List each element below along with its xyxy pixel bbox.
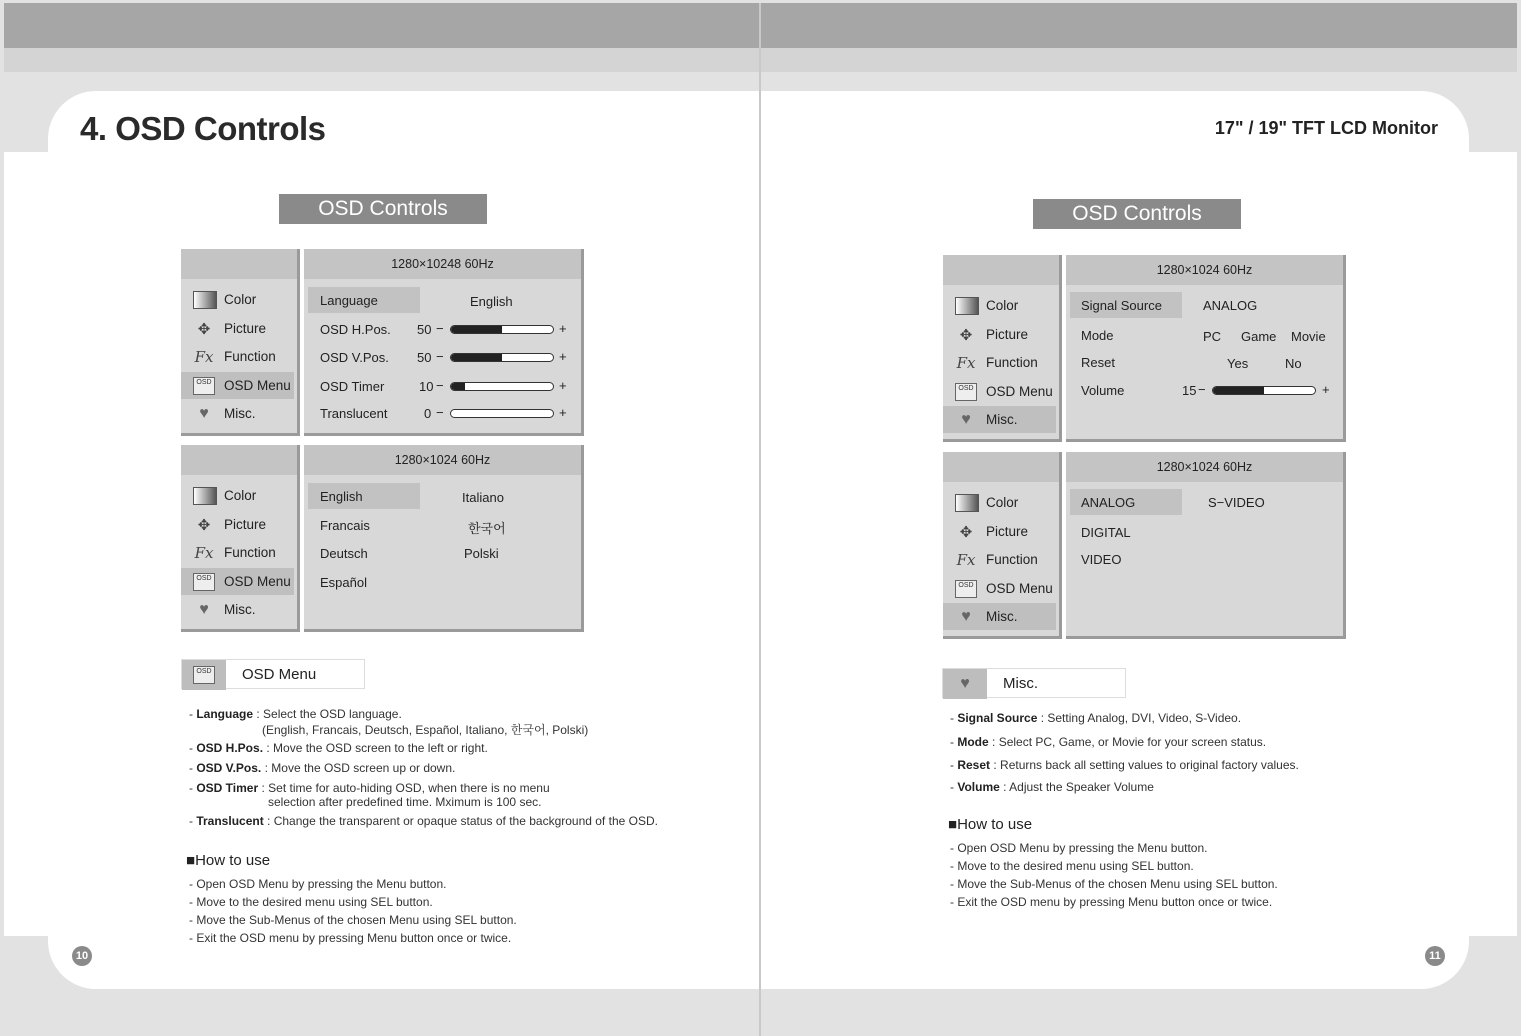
slider-fill [1213,387,1264,394]
function-fx-icon: Fx [956,550,976,569]
desc-reset: - Reset : Returns back all setting values to original factory values. [950,758,1299,772]
desc-text: : Select the OSD language. [253,707,402,721]
minus-sign: − [436,321,444,336]
sidebar-header [943,255,1059,285]
picture-adjust-icon: ✥ [959,326,973,344]
howto-step: - Exit the OSD menu by pressing Menu button once or twice. [189,931,512,945]
desc-term: Volume [957,780,1000,794]
resolution-header: 1280×1024 60Hz [1066,452,1343,482]
sidebar-header [943,452,1059,482]
osd-main-panel-2 [304,445,584,632]
color-gradient-icon [193,291,217,309]
page-number: 11 [1425,946,1445,966]
slider-fill [451,354,502,361]
menu-label-hpos: OSD H.Pos. [320,322,391,337]
sidebar-item-misc [181,400,294,427]
desc-mode: - Mode : Select PC, Game, or Movie for your screen status. [950,735,1267,749]
sidebar-item-function [943,349,1056,376]
desc-vpos: - OSD V.Pos. : Move the OSD screen up or down. [189,761,456,775]
sidebar-item-label: Misc. [224,406,256,421]
resolution-header: 1280×1024 60Hz [1066,255,1343,285]
sidebar-item-label: Misc. [986,412,1018,427]
picture-adjust-icon: ✥ [197,516,211,534]
section-label-misc [942,668,1126,698]
minus-sign: − [436,349,444,364]
page-spine [759,3,761,1036]
misc-icon: ♥ [960,675,970,692]
page-number: 10 [72,946,92,966]
sidebar-item-label: Picture [224,321,267,336]
slider-fill [451,326,502,333]
sidebar-item-misc [943,603,1056,630]
square-bullet-icon: ■ [186,852,196,869]
menu-label-vpos: OSD V.Pos. [320,350,389,365]
misc-icon: ♥ [199,404,209,422]
osd-main-panel-3 [1066,255,1346,442]
howto-step: - Exit the OSD menu by pressing Menu button once or twice. [950,895,1273,909]
right-edge-fill [1469,152,1517,936]
menu-value-vpos: 50 [417,350,432,365]
sidebar-item-label: OSD Menu [224,574,291,589]
section-label-osd-menu [181,659,365,689]
menu-label-reset: Reset [1081,355,1115,370]
hpos-slider [450,325,554,334]
resolution-header: 1280×10248 60Hz [304,249,581,279]
signal-option: DIGITAL [1081,525,1131,540]
menu-value-language: English [470,294,513,309]
mode-option-movie: Movie [1291,329,1326,344]
menu-label-translucent: Translucent [320,406,388,421]
language-option: Italiano [462,490,504,505]
misc-icon: ♥ [961,410,971,428]
function-fx-icon: Fx [194,543,214,562]
desc-signal-source: - Signal Source : Setting Analog, DVI, Video, S-Video. [950,711,1242,725]
howto-heading [186,852,270,869]
sidebar-item-function [943,546,1056,573]
sidebar-item-label: Color [986,495,1019,510]
language-option: Francais [320,518,370,533]
desc-timer-cont: selection after predefined time. Mximum is 100 sec. [268,795,542,809]
misc-icon: ♥ [199,600,209,618]
square-bullet-icon: ■ [948,816,958,833]
plus-sign: + [559,349,567,364]
desc-text: : Adjust the Speaker Volume [999,780,1154,794]
signal-option: S−VIDEO [1208,495,1265,510]
minus-sign: − [436,378,444,393]
desc-language-cont: (English, Francais, Deutsch, Español, Italiano, 한국어, Polski) [262,723,589,737]
menu-value-hpos: 50 [417,322,432,337]
sidebar-header [181,445,297,475]
sidebar-header [181,249,297,279]
osd-icon: OSD [193,666,215,684]
osd-sidebar-4 [943,452,1062,639]
desc-term: OSD Timer [196,781,259,795]
sidebar-item-misc [181,596,294,623]
osd-sidebar-2 [181,445,300,632]
menu-label-volume: Volume [1081,383,1125,398]
plus-sign: + [1322,382,1330,397]
desc-term: OSD V.Pos. [196,761,262,775]
menu-label-language: Language [320,293,378,308]
resolution-header: 1280×1024 60Hz [304,445,581,475]
sidebar-item-picture [181,315,294,342]
sidebar-item-color [181,482,294,509]
translucent-slider [450,409,554,418]
language-option: 한국어 [468,521,506,536]
sidebar-item-label: Picture [986,327,1029,342]
mode-option-game: Game [1241,329,1277,344]
misc-icon-box [943,669,987,699]
signal-option: VIDEO [1081,552,1122,567]
menu-label-timer: OSD Timer [320,379,385,394]
desc-timer: - OSD Timer : Set time for auto-hiding OSD, when there is no menu [189,781,550,795]
sidebar-item-label: Function [224,349,276,364]
howto-title: How to use [195,852,271,869]
desc-text: : Move the OSD screen up or down. [261,761,456,775]
color-gradient-icon [193,487,217,505]
sidebar-item-color [181,286,294,313]
desc-term: Language [196,707,254,721]
sidebar-item-misc [943,406,1056,433]
mode-option-pc: PC [1203,329,1222,344]
misc-icon: ♥ [961,607,971,625]
vpos-slider [450,353,554,362]
desc-volume: - Volume : Adjust the Speaker Volume [950,780,1154,794]
desc-term: OSD H.Pos. [196,741,264,755]
howto-step: - Move to the desired menu using SEL button. [950,859,1194,873]
model-title: 17" / 19" TFT LCD Monitor [1214,118,1438,138]
color-gradient-icon [955,494,979,512]
signal-option: ANALOG [1081,495,1136,510]
sidebar-item-label: OSD Menu [986,581,1053,596]
osd-controls-banner: OSD Controls [279,194,487,224]
volume-slider [1212,386,1316,395]
sidebar-item-color [943,292,1056,319]
sidebar-item-function [181,343,294,370]
menu-label-signal-source: Signal Source [1081,298,1162,313]
language-option: Polski [464,546,499,561]
desc-term: Translucent [196,814,264,828]
timer-slider [450,382,554,391]
sidebar-item-function [181,539,294,566]
osd-icon: OSD [193,377,215,395]
osd-main-panel-1 [304,249,584,436]
menu-value-signal-source: ANALOG [1203,298,1258,313]
howto-step: - Move the Sub-Menus of the chosen Menu using SEL button. [189,913,517,927]
menu-value-translucent: 0 [424,406,432,421]
desc-language: - Language : Select the OSD language. [189,707,402,721]
osd-icon: OSD [193,573,215,591]
left-edge-fill [4,152,48,936]
reset-option-yes: Yes [1227,356,1249,371]
osd-main-panel-4 [1066,452,1346,639]
osd-icon: OSD [955,383,977,401]
sidebar-item-label: Color [224,292,257,307]
sidebar-item-label: Function [986,355,1038,370]
desc-text: : Select PC, Game, or Movie for your screen status. [988,735,1267,749]
reset-option-no: No [1285,356,1302,371]
color-gradient-icon [955,297,979,315]
howto-step: - Open OSD Menu by pressing the Menu button. [189,877,447,891]
picture-adjust-icon: ✥ [197,320,211,338]
sidebar-item-picture [943,518,1056,545]
sidebar-item-osd-menu [943,378,1056,405]
sidebar-item-label: Function [224,545,276,560]
desc-term: Mode [957,735,989,749]
howto-step: - Open OSD Menu by pressing the Menu button. [950,841,1208,855]
sidebar-item-osd-menu [943,575,1056,602]
minus-sign: − [436,405,444,420]
picture-adjust-icon: ✥ [959,523,973,541]
sidebar-item-picture [943,321,1056,348]
desc-term: Signal Source [957,711,1038,725]
osd-controls-banner: OSD Controls [1033,199,1241,229]
chapter-title: 4. OSD Controls [80,110,326,147]
sidebar-item-label: Picture [224,517,267,532]
plus-sign: + [559,405,567,420]
osd-icon: OSD [955,580,977,598]
sidebar-item-osd-menu [181,372,294,399]
sidebar-item-label: Picture [986,524,1029,539]
desc-text: : Setting Analog, DVI, Video, S-Video. [1037,711,1242,725]
osd-icon-box [182,660,226,690]
desc-term: Reset [957,758,991,772]
menu-value-timer: 10 [419,379,434,394]
function-fx-icon: Fx [194,347,214,366]
language-option: English [320,489,363,504]
sidebar-item-label: Color [986,298,1019,313]
menu-label-mode: Mode [1081,328,1114,343]
menu-value-volume: 15 [1182,383,1197,398]
sidebar-item-label: Color [224,488,257,503]
section-label-text: OSD Menu [242,666,317,683]
osd-sidebar-3 [943,255,1062,442]
language-option: Deutsch [320,546,368,561]
howto-step: - Move the Sub-Menus of the chosen Menu using SEL button. [950,877,1278,891]
howto-step: - Move to the desired menu using SEL button. [189,895,433,909]
sidebar-item-color [943,489,1056,516]
desc-hpos: - OSD H.Pos. : Move the OSD screen to the left or right. [189,741,488,755]
sidebar-item-osd-menu [181,568,294,595]
sidebar-item-label: Misc. [986,609,1018,624]
desc-translucent: - Translucent : Change the transparent or opaque status of the background of the OSD. [189,814,658,828]
sidebar-item-label: Misc. [224,602,256,617]
osd-sidebar-1 [181,249,300,436]
function-fx-icon: Fx [956,353,976,372]
desc-text: : Move the OSD screen to the left or right. [263,741,488,755]
desc-text: : Set time for auto-hiding OSD, when there is no menu [258,781,550,795]
sidebar-item-label: OSD Menu [224,378,291,393]
plus-sign: + [559,321,567,336]
desc-text: : Returns back all setting values to original factory values. [990,758,1299,772]
slider-fill [451,383,465,390]
minus-sign: − [1198,382,1206,397]
sidebar-item-label: OSD Menu [986,384,1053,399]
howto-heading [948,816,1032,833]
plus-sign: + [559,378,567,393]
desc-text: : Change the transparent or opaque status of the background of the OSD. [263,814,658,828]
section-label-text: Misc. [1003,675,1038,692]
language-option: Español [320,575,367,590]
sidebar-item-picture [181,511,294,538]
howto-title: How to use [957,816,1033,833]
sidebar-item-label: Function [986,552,1038,567]
